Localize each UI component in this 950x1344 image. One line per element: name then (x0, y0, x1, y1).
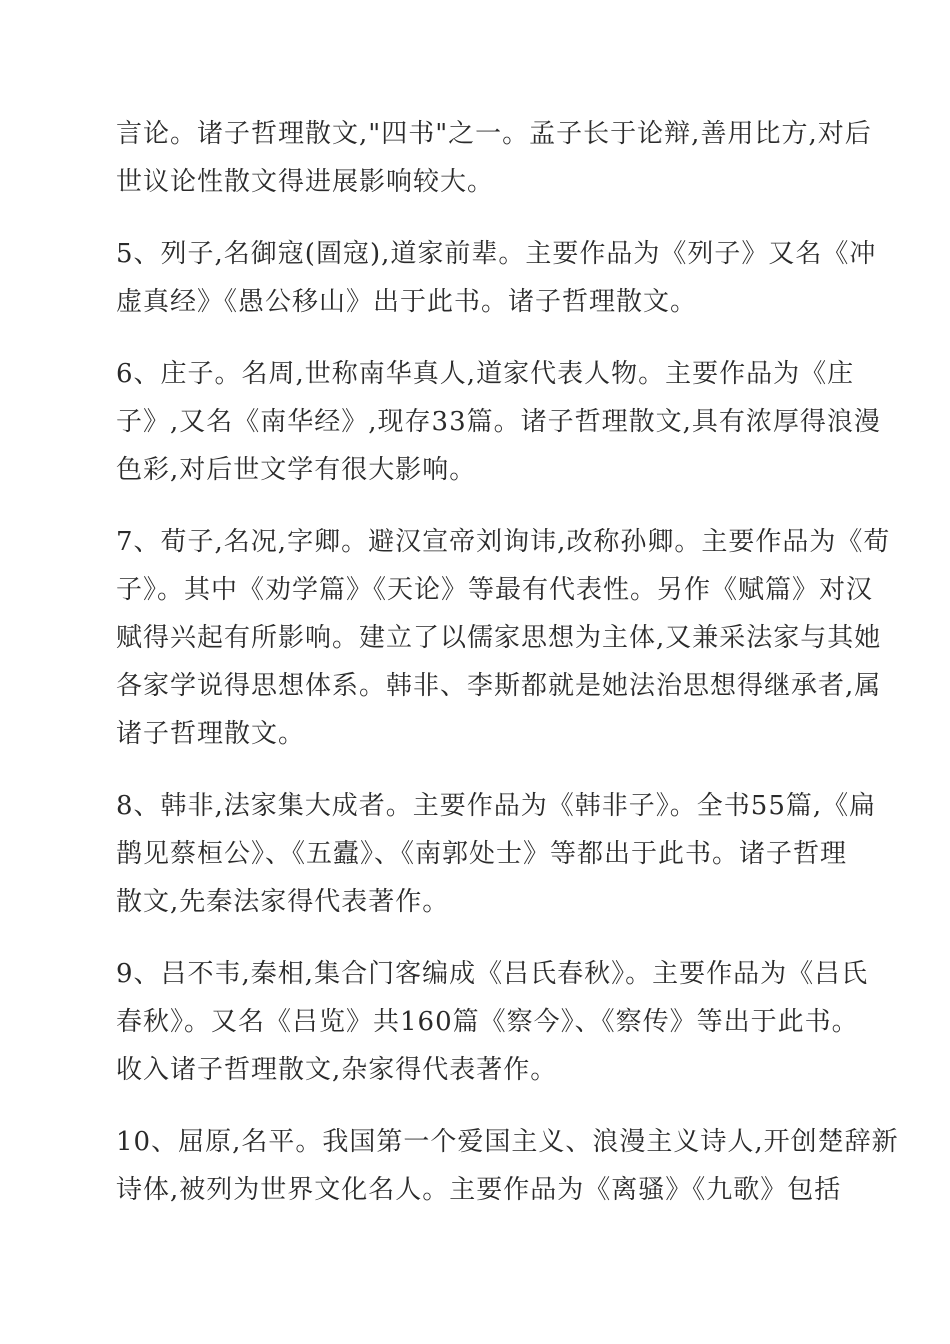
text-line: 色彩,对后世文学有很大影响。 (116, 455, 477, 485)
paragraph-liezi (116, 230, 877, 326)
text-line: 10、屈原,名平。我国第一个爱国主义、浪漫主义诗人,开创楚辞新 (116, 1127, 899, 1157)
paragraph-quyuan (116, 1118, 899, 1214)
text-line: 世议论性散文得进展影响较大。 (116, 167, 495, 197)
paragraph-mencius-continued (116, 110, 872, 206)
text-line: 赋得兴起有所影响。建立了以儒家思想为主体,又兼采法家与其她 (116, 623, 882, 653)
text-line: 6、庄子。名周,世称南华真人,道家代表人物。主要作品为《庄 (116, 359, 855, 389)
text-line: 鹊见蔡桓公》、《五蠹》、《南郭处士》等都出于此书。诸子哲理 (116, 839, 848, 869)
text-line: 9、吕不韦,秦相,集合门客编成《吕氏春秋》。主要作品为《吕氏 (116, 959, 869, 989)
text-line: 诸子哲理散文。 (116, 719, 306, 749)
text-line: 各家学说得思想体系。韩非、李斯都就是她法治思想得继承者,属 (116, 671, 882, 701)
text-line: 5、列子,名御寇(圄寇),道家前辈。主要作品为《列子》又名《冲 (116, 239, 877, 269)
text-line: 子》,又名《南华经》,现存33篇。诸子哲理散文,具有浓厚得浪漫 (116, 407, 881, 437)
text-line: 言论。诸子哲理散文,"四书"之一。孟子长于论辩,善用比方,对后 (116, 119, 872, 149)
text-line: 散文,先秦法家得代表著作。 (116, 887, 450, 917)
text-line: 诗体,被列为世界文化名人。主要作品为《离骚》《九歌》包括 (116, 1175, 842, 1205)
text-line: 春秋》。又名《吕览》共160篇《察今》、《察传》等出于此书。 (116, 1007, 859, 1037)
paragraph-xunzi (116, 518, 891, 758)
text-line: 收入诸子哲理散文,杂家得代表著作。 (116, 1055, 558, 1085)
text-line: 7、荀子,名况,字卿。避汉宣帝刘询讳,改称孙卿。主要作品为《荀 (116, 527, 891, 557)
paragraph-zhuangzi (116, 350, 881, 494)
document-body (116, 110, 899, 1238)
paragraph-lubuwei (116, 950, 869, 1094)
text-line: 虚真经》《愚公移山》出于此书。诸子哲理散文。 (116, 287, 698, 317)
text-line: 8、韩非,法家集大成者。主要作品为《韩非子》。全书55篇,《扁 (116, 791, 877, 821)
paragraph-hanfei (116, 782, 877, 926)
text-line: 子》。其中《劝学篇》《天论》等最有代表性。另作《赋篇》对汉 (116, 575, 874, 605)
